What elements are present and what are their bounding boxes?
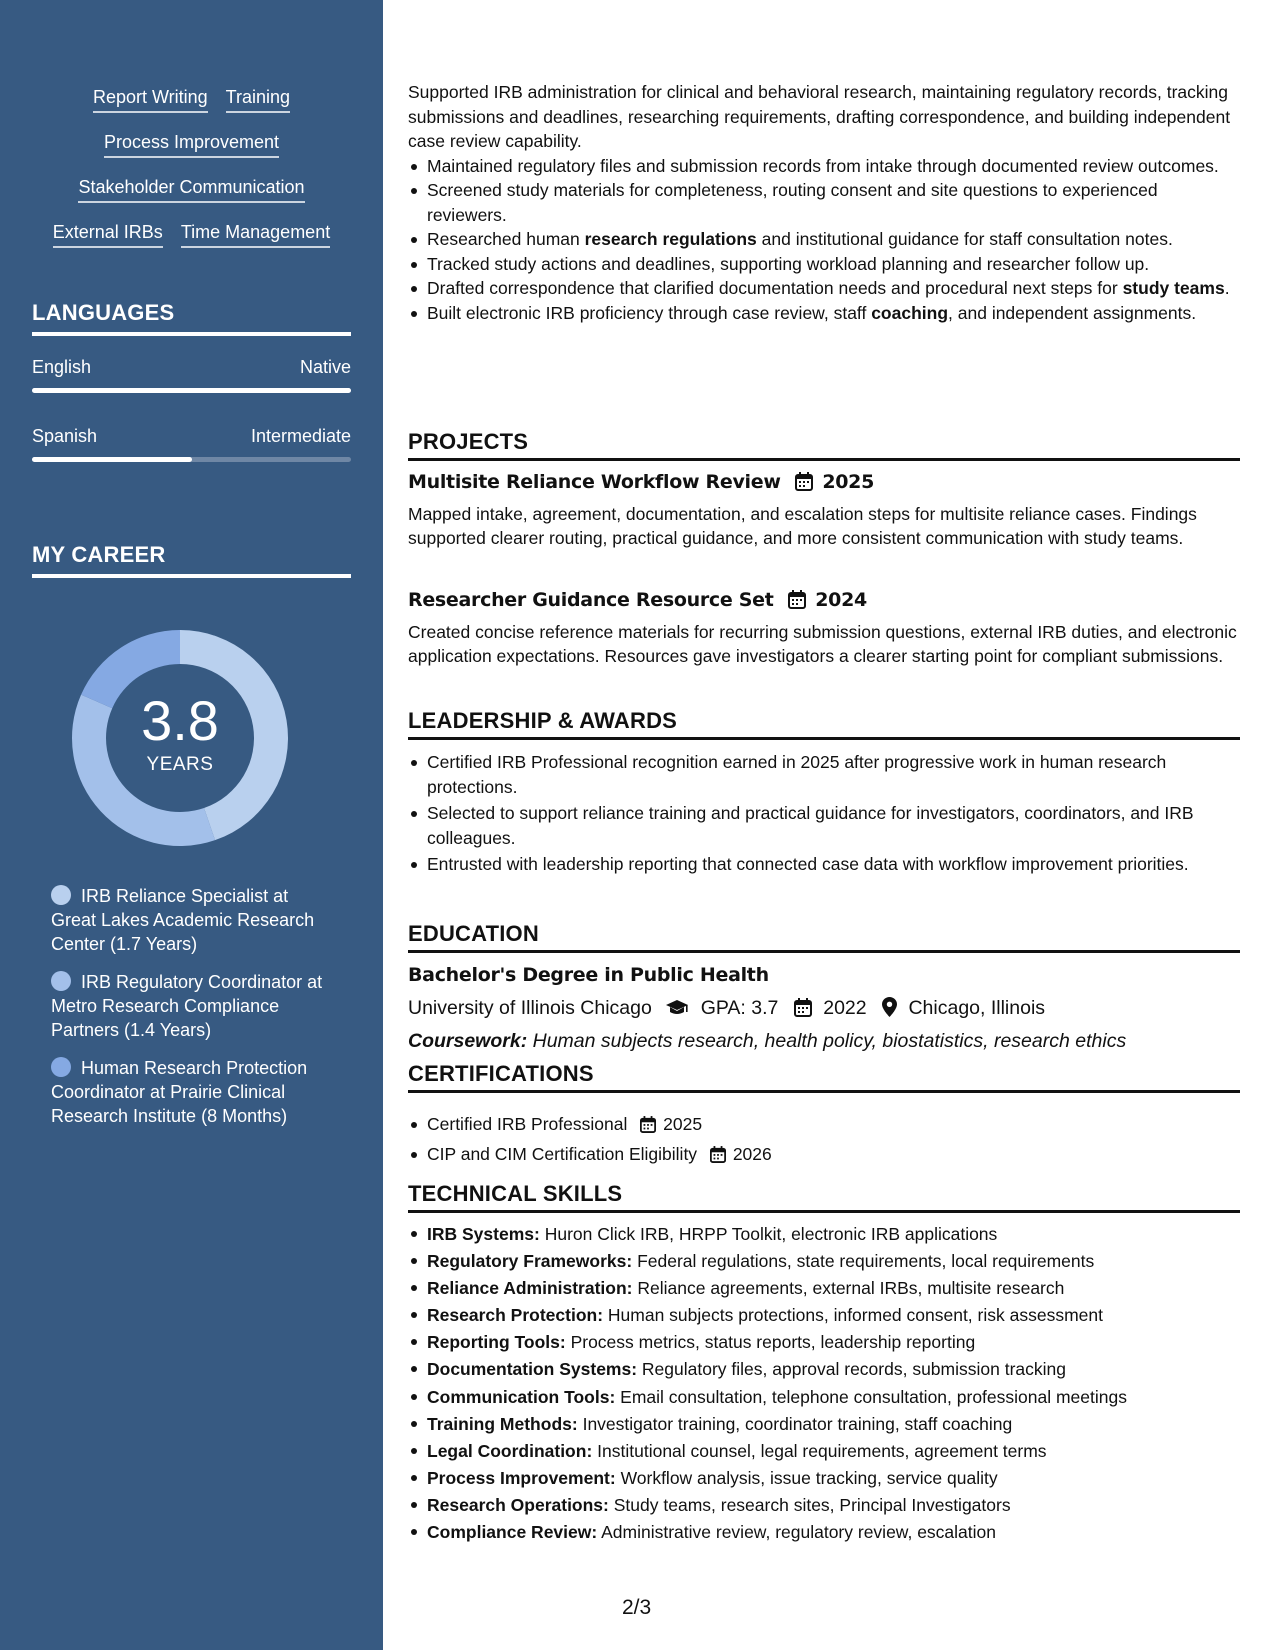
graduation-year: 2022 [823, 996, 867, 1019]
experience-summary: Supported IRB administration for clinical and behavioral research, maintaining regulatory records, tracking submissions and deadlines, researching requirements, drafting correspondence, and building independent case review capability. [408, 82, 1231, 151]
language-name: English [32, 357, 92, 377]
calendar-icon [788, 590, 806, 616]
bullet-item: Tracked study actions and deadlines, supporting workload planning and researcher follow up. [408, 252, 1240, 277]
languages-heading: LANGUAGES [32, 300, 351, 336]
career-item [51, 1056, 331, 1128]
coursework-label: Coursework: [408, 1029, 528, 1052]
skill-row [32, 221, 351, 266]
bullet-item: Maintained regulatory files and submission records from intake through documented review outcomes. [408, 154, 1240, 179]
skill-tag: Process Improvement [104, 131, 279, 158]
skill-category: Documentation Systems: [427, 1359, 638, 1380]
bullet-item: Screened study materials for completeness, routing consent and site questions to experienced reviewers. [408, 178, 1240, 227]
project-year: 2024 [815, 589, 867, 611]
language-bar [32, 388, 351, 393]
technical-skills-list [408, 1221, 1240, 1546]
language-english [32, 357, 351, 393]
skill-values: Process metrics, status reports, leadership reporting [570, 1332, 976, 1353]
skill-category: Training Methods: [427, 1413, 578, 1434]
skill-values: Workflow analysis, issue tracking, service quality [620, 1467, 998, 1488]
skill-values: Reliance agreements, external IRBs, multisite research [637, 1278, 1065, 1299]
projects-heading: PROJECTS [408, 430, 1240, 461]
project-description: Created concise reference materials for recurring submission questions, external IRB duties, and electronic application expectations. Resources gave investigators a clearer starting point for compliant submissions. [408, 621, 1237, 666]
experience-bullets [408, 154, 1240, 326]
skill-row [32, 86, 351, 131]
project-entry [408, 588, 1240, 669]
technical-skill-item [408, 1221, 1240, 1248]
career-heading: MY CAREER [32, 542, 351, 578]
calendar-icon [640, 1115, 656, 1140]
technical-skill-item [408, 1411, 1240, 1438]
skill-tags [32, 86, 351, 266]
technical-skill-item [408, 1519, 1240, 1546]
education-details [408, 995, 1240, 1024]
career-item [51, 970, 331, 1042]
skill-category: Process Improvement: [427, 1467, 616, 1488]
skill-values: Federal regulations, state requirements, local requirements [637, 1251, 1095, 1272]
skill-category: Reliance Administration: [427, 1278, 633, 1299]
coursework-text: Human subjects research, health policy, biostatistics, research ethics [532, 1029, 1127, 1052]
technical-skill-item [408, 1492, 1240, 1519]
project-title: Multisite Reliance Workflow Review [408, 471, 781, 493]
education-entry [408, 963, 1240, 1054]
certifications-list [408, 1112, 1240, 1169]
career-item-text: Human Research Protection Coordinator at Prairie Clinical Research Institute (8 Months) [51, 1058, 308, 1126]
language-bar [32, 457, 351, 462]
skill-values: Study teams, research sites, Principal Investigators [613, 1494, 1011, 1515]
certification-item: CIP and CIM Certification Eligibility 2026 [408, 1142, 1240, 1170]
career-dot [51, 1057, 71, 1077]
skill-category: Research Operations: [427, 1494, 609, 1515]
technical-skill-item [408, 1438, 1240, 1465]
coursework [408, 1028, 1240, 1054]
skill-values: Institutional counsel, legal requirements, agreement terms [597, 1440, 1047, 1461]
skill-tag: Training [226, 86, 290, 113]
skill-category: Legal Coordination: [427, 1440, 593, 1461]
calendar-icon [795, 472, 813, 498]
location-pin-icon [882, 997, 897, 1024]
skill-tag: External IRBs [53, 221, 163, 248]
bullet-item: Selected to support reliance training and practical guidance for investigators, coordinators, and IRB colleagues. [408, 801, 1240, 850]
skill-category: Compliance Review: [427, 1522, 598, 1543]
skill-values: Human subjects protections, informed consent, risk assessment [607, 1305, 1103, 1326]
graduation-cap-icon [665, 998, 689, 1024]
technical-skill-item [408, 1356, 1240, 1383]
gpa: GPA: 3.7 [700, 996, 779, 1019]
school-name: University of Illinois Chicago [408, 996, 652, 1019]
bullet-item: Entrusted with leadership reporting that connected case data with workflow improvement priorities. [408, 852, 1240, 877]
skill-category: Regulatory Frameworks: [427, 1251, 633, 1272]
language-spanish [32, 426, 351, 462]
technical-skill-item [408, 1248, 1240, 1275]
skill-category: Research Protection: [427, 1305, 604, 1326]
skill-row [32, 176, 351, 221]
career-total-unit: YEARS [146, 754, 214, 775]
calendar-icon [794, 998, 812, 1024]
language-bar-fill [32, 457, 192, 462]
technical-skill-item [408, 1302, 1240, 1329]
career-item-text: IRB Regulatory Coordinator at Metro Research Compliance Partners (1.4 Years) [51, 972, 323, 1040]
leadership-list [408, 750, 1240, 877]
certification-item: Certified IRB Professional 2025 [408, 1112, 1240, 1140]
technical-skill-item [408, 1329, 1240, 1356]
skill-values: Email consultation, telephone consultation, professional meetings [620, 1386, 1127, 1407]
education-heading: EDUCATION [408, 922, 1240, 953]
project-entry [408, 470, 1240, 551]
career-dot [51, 971, 71, 991]
skill-values: Administrative review, regulatory review, escalation [601, 1522, 997, 1543]
career-dot [51, 885, 71, 905]
bullet-item: Certified IRB Professional recognition earned in 2025 after progressive work in human research protections. [408, 750, 1240, 799]
skill-category: Reporting Tools: [427, 1332, 566, 1353]
skill-values: Investigator training, coordinator training, staff coaching [582, 1413, 1013, 1434]
language-bar-fill [32, 388, 351, 393]
bullet-item: Drafted correspondence that clarified documentation needs and procedural next steps for study teams. [408, 276, 1240, 301]
project-year: 2025 [822, 471, 875, 493]
skill-values: Huron Click IRB, HRPP Toolkit, electronic IRB applications [544, 1224, 998, 1244]
project-description: Mapped intake, agreement, documentation, and escalation steps for multisite reliance cases. Findings supported clearer routing, practical guidance, and more consistent communication with study teams. [408, 503, 1197, 548]
technical-skill-item [408, 1465, 1240, 1492]
language-level: Intermediate [250, 426, 351, 446]
language-name: Spanish [32, 426, 98, 446]
skill-row [32, 131, 351, 176]
bullet-item: Built electronic IRB proficiency through case review, staff coaching, and independent assignments. [408, 301, 1240, 326]
career-item-text: IRB Reliance Specialist at Great Lakes Academic Research Center (1.7 Years) [51, 886, 315, 954]
degree-title: Bachelor's Degree in Public Health [408, 964, 769, 986]
certifications-heading: CERTIFICATIONS [408, 1062, 1240, 1093]
career-item [51, 884, 331, 956]
bullet-item: Researched human research regulations and institutional guidance for staff consultation notes. [408, 227, 1240, 252]
language-level: Native [299, 357, 351, 377]
project-title: Researcher Guidance Resource Set [408, 589, 774, 611]
skill-tag: Time Management [181, 221, 330, 248]
school-location: Chicago, Illinois [908, 996, 1046, 1019]
technical-skill-item [408, 1384, 1240, 1411]
technical-skill-item [408, 1275, 1240, 1302]
technical-skills-heading: TECHNICAL SKILLS [408, 1182, 1240, 1213]
career-total-years: 3.8 [141, 689, 219, 752]
career-donut-chart [62, 620, 298, 856]
leadership-heading: LEADERSHIP & AWARDS [408, 709, 1240, 740]
skill-tag: Stakeholder Communication [78, 176, 304, 203]
experience-entry [408, 80, 1240, 325]
sidebar [0, 0, 383, 1650]
skill-values: Regulatory files, approval records, submission tracking [641, 1359, 1066, 1380]
calendar-icon [710, 1145, 726, 1170]
skill-category: Communication Tools: [427, 1386, 616, 1407]
skill-category: IRB Systems: [427, 1224, 540, 1244]
skill-tag: Report Writing [93, 86, 208, 113]
